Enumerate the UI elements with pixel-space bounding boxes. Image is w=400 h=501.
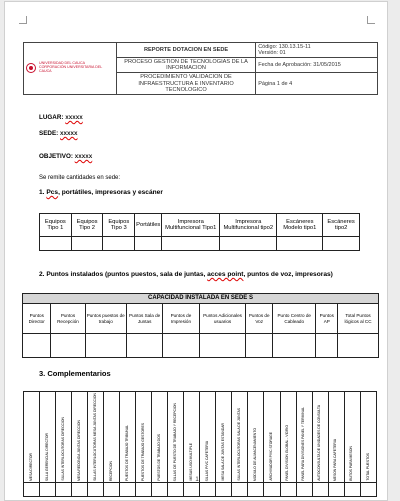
t2-value-cell[interactable] [85,334,126,358]
t3-value-cell[interactable] [232,482,248,496]
t2-header-cell: Punto Centro de Cableado [272,304,316,334]
sede-value[interactable]: xxxxx [60,130,78,137]
doc-page-count: Página 1 de 4 [256,73,378,94]
t3-header-cell [72,392,88,483]
background-gutter [388,0,400,501]
t3-value-cell[interactable] [120,482,136,496]
t3-header-label: SILLAS INTERLOCUTORAS MESA JUNTAS DIRECCION [92,393,97,481]
t1-value-cell[interactable] [220,237,277,251]
t3-header-label: AUTOCONSULTA DE UNIDADES DE CONSULTA [317,405,322,481]
t2-header-cell: Puntos AP [316,304,338,334]
t3-header-label: PANEL DIVISION GLOBAL - VIDRIO [285,425,290,481]
lugar-value[interactable]: xxxxx [65,114,83,121]
installed-points-table [22,293,379,358]
t1-header-cell: Equipos Tipo 2 [71,214,103,237]
t2-header-cell: Puntos Director [23,304,51,334]
t3-header-cell [264,392,280,483]
t3-header-cell [360,392,376,483]
t3-header-label: SILLAS DE PUESTO DE TRABAJO Y RECEPCION [173,402,178,481]
t3-header-label: BUTOS PARA MESON [349,446,354,481]
t3-value-cell[interactable] [312,482,328,496]
t2-value-cell[interactable] [199,334,246,358]
t3-header-cell [184,392,200,483]
t1-header-cell: Impresora Multifuncional Tipo1 [162,214,220,237]
t3-header-label: MESAS USO MULTIPLE [189,443,194,481]
t3-header-cell [232,392,248,483]
t3-header-cell [120,392,136,483]
t3-header-cell [248,392,264,483]
t1-header-cell: Equipos Tipo 1 [40,214,72,237]
t3-value-cell[interactable] [72,482,88,496]
t3-value-cell[interactable] [248,482,264,496]
t3-header-label: PANEL PARA DIVISIONES PANEL Y TERMINAL [301,407,306,481]
t3-header-cell [136,392,152,483]
t2-value-cell[interactable] [126,334,162,358]
doc-code: Código: 130.13.15-11 Versión: 01 [256,43,378,58]
t1-value-cell[interactable] [323,237,360,251]
t1-value-cell[interactable] [162,237,220,251]
t3-value-cell[interactable] [184,482,200,496]
t3-header-label: SILLAS INTERLOCUTORAS DIRECCION [60,417,65,481]
t2-header-cell: Puntos de Impresión [163,304,199,334]
doc-process: PROCESO GESTION DE TECNOLOGIAS DE LA INFORMACION [116,58,255,73]
logo-cell [24,43,117,95]
t3-value-cell[interactable] [216,482,232,496]
t3-value-cell[interactable] [136,482,152,496]
t2-value-cell[interactable] [338,334,379,358]
t3-header-cell [344,392,360,483]
t2-value-cell[interactable] [246,334,273,358]
section-3-title: 3. Complementarios [39,369,111,378]
t3-header-label: SILLAS INTERLOCUTORAS SALA DE JUNTAS [237,408,242,481]
t3-header-label: ARCHIVADOR P/VC STORAGE [269,432,274,481]
t3-value-cell[interactable] [360,482,376,496]
t2-header-cell: Puntos Adicionales usuarios [199,304,246,334]
t3-value-cell[interactable] [200,482,216,496]
crop-mark-top-left [19,16,27,24]
t3-value-cell[interactable] [296,482,312,496]
page-number: 1 [195,477,199,483]
t3-header-cell [312,392,328,483]
t3-header-cell [200,392,216,483]
t3-value-cell[interactable] [344,482,360,496]
t3-value-cell[interactable] [24,482,40,496]
t3-header-cell [216,392,232,483]
t3-header-cell [56,392,72,483]
t2-header-cell: Puntos puestos de trabajo [85,304,126,334]
sede-field: SEDE: xxxxx [39,130,78,137]
university-logo [26,62,114,74]
t3-value-cell[interactable] [40,482,56,496]
t3-header-cell [88,392,104,483]
t2-header-cell: Puntos Recepción [51,304,85,334]
t2-value-cell[interactable] [163,334,199,358]
t3-header-label: TOTAL PUESTOS [365,453,370,481]
objetivo-field: OBJETIVO: xxxxx [39,153,93,160]
table-caption: CAPACIDAD INSTALADA EN SEDE S [23,294,379,304]
t3-value-cell[interactable] [88,482,104,496]
t3-header-cell [280,392,296,483]
t1-value-cell[interactable] [71,237,103,251]
t3-value-cell[interactable] [56,482,72,496]
t3-header-cell [104,392,120,483]
equipment-table [39,213,360,251]
t3-header-cell [24,392,40,483]
t3-header-cell [152,392,168,483]
t3-header-label: SILLAS P/VC CAFETERIA [205,440,210,481]
t3-value-cell[interactable] [152,482,168,496]
t3-header-label: SILLA GERENCIAL DIRECTOR [44,432,49,481]
objetivo-value[interactable]: xxxxx [74,153,93,160]
t3-value-cell[interactable] [104,482,120,496]
t1-value-cell[interactable] [40,237,72,251]
t1-value-cell[interactable] [277,237,323,251]
lugar-field: LUGAR: xxxxx [39,114,83,121]
t3-header-label: MESA SALA DE JUNTAS ESTANDAR [221,423,226,481]
t3-header-label: RECEPCION [108,460,113,481]
t3-header-cell [296,392,312,483]
t2-header-cell: Puntos Sala de Juntas [126,304,162,334]
t3-header-label: MESON PARA CAFETERIA [333,438,338,481]
t1-header-cell: Escáneres Modelo tipo1 [277,214,323,237]
doc-title: REPORTE DOTACION EN SEDE [116,43,255,58]
t3-header-cell [168,392,184,483]
t2-header-cell: Puntos de Voz [246,304,273,334]
section-2-title: 2. Puntos instalados (puntos puestos, sala de juntas, acces point, puntos de voz, impresoras) [39,271,333,278]
seal-icon [26,63,36,73]
t1-header-cell: Equipos Tipo 3 [103,214,135,237]
t3-header-label: PUESTOS DE TRABAJO DOS [157,434,162,481]
t1-value-cell[interactable] [103,237,135,251]
crop-mark-top-right [367,16,375,24]
document-header [23,42,378,95]
doc-procedure: PROCEDIMIENTO VALIDACION DE INFRAESTRUCTURA E INVENTARIO TECNOLOGICO [116,73,255,94]
t3-header-label: MESA DIRECTOR [28,452,33,481]
t3-value-cell[interactable] [168,482,184,496]
document-page [4,1,388,501]
t2-value-cell[interactable] [272,334,316,358]
t2-value-cell[interactable] [316,334,338,358]
t1-header-cell: Portátiles [135,214,162,237]
t3-value-cell[interactable] [280,482,296,496]
t3-header-label: PUESTOS DE TRABAJO TRIBUNAL [125,424,129,481]
t3-value-cell[interactable] [264,482,280,496]
intro-text: Se remite cantidades en sede: [39,175,121,181]
t2-header-cell: Total Puntos lógicos al CC [338,304,379,334]
t3-header-cell [40,392,56,483]
t3-header-label: MESA REDONDA JUNTAS DIRECCION [76,419,81,481]
t3-header-label: PUESTOS DE TRABAJO GESTORES [141,422,146,481]
t1-value-cell[interactable] [135,237,162,251]
t3-header-cell [328,392,344,483]
t2-value-cell[interactable] [51,334,85,358]
section-1-title: 1. Pcs, portátiles, impresoras y escáner [39,189,163,196]
t3-value-cell[interactable] [328,482,344,496]
t3-header-label: MODULO DE ALMACENAMIENTO [253,427,258,481]
t1-header-cell: Escáneres tipo2 [323,214,360,237]
t1-header-cell: Impresora Multifuncional tipo2 [220,214,277,237]
logo-text: UNIVERSIDAD DEL CAUCA CORPORACIÓN UNIVERSITARIA DEL CAUCA [39,61,103,74]
doc-approval-date: Fecha de Aprobación: 31/05/2015 [256,58,378,73]
t2-value-cell[interactable] [23,334,51,358]
